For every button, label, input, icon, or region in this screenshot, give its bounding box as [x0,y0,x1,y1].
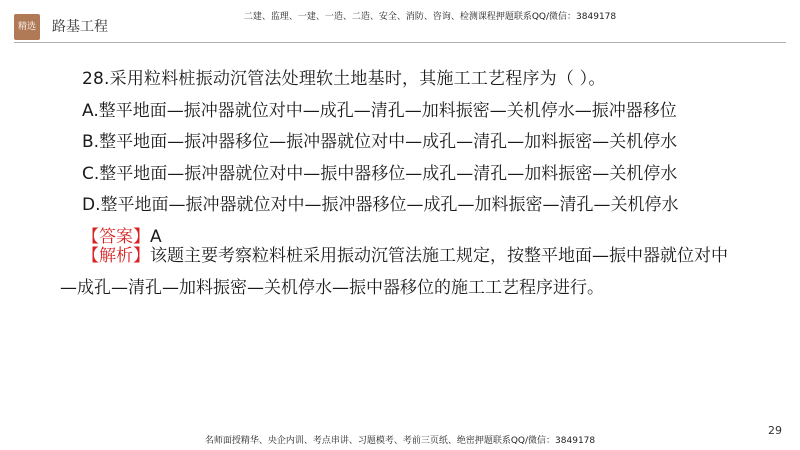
option-a: A.整平地面—振冲器就位对中—成孔—清孔—加料振密—关机停水—振冲器移位 [82,100,677,121]
page-number: 29 [768,424,782,437]
answer-value: A [150,226,162,247]
analysis-line-2: —成孔—清孔—加料振密—关机停水—振中器移位的施工工艺程序进行。 [60,277,604,298]
option-c: C.整平地面—振冲器就位对中—振中器移位—成孔—清孔—加料振密—关机停水 [82,163,678,184]
option-b: B.整平地面—振冲器移位—振冲器就位对中—成孔—清孔—加料振密—关机停水 [82,132,678,152]
header-divider [14,42,786,43]
question-block [82,64,722,253]
question-stem: 28.采用粒料桩振动沉管法处理软土地基时，其施工工艺程序为（ ）。 [82,69,606,89]
answer-label: 【答案】 [82,226,150,247]
option-d: D.整平地面—振冲器就位对中—振冲器移位—成孔—加料振密—清孔—关机停水 [82,195,679,215]
footer-contact-note: 名师面授精华、央企内训、考点串讲、习题模考、考前三页纸、绝密押题联系QQ/微信：3849178 [204,436,596,446]
section-title: 路基工程 [52,19,108,35]
analysis-block [60,241,740,304]
logo-badge: 精选 [14,14,40,40]
analysis-line-1 [60,241,740,273]
top-contact-note: 二建、监理、一建、一造、二造、安全、消防、咨询、检测课程押题联系QQ/微信：3849178 [243,12,617,22]
analysis-label: 【解析】 [82,246,150,266]
analysis-text-1: 该题主要考察粒料桩采用振动沉管法施工规定，按整平地面—振中器就位对中 [150,246,728,266]
